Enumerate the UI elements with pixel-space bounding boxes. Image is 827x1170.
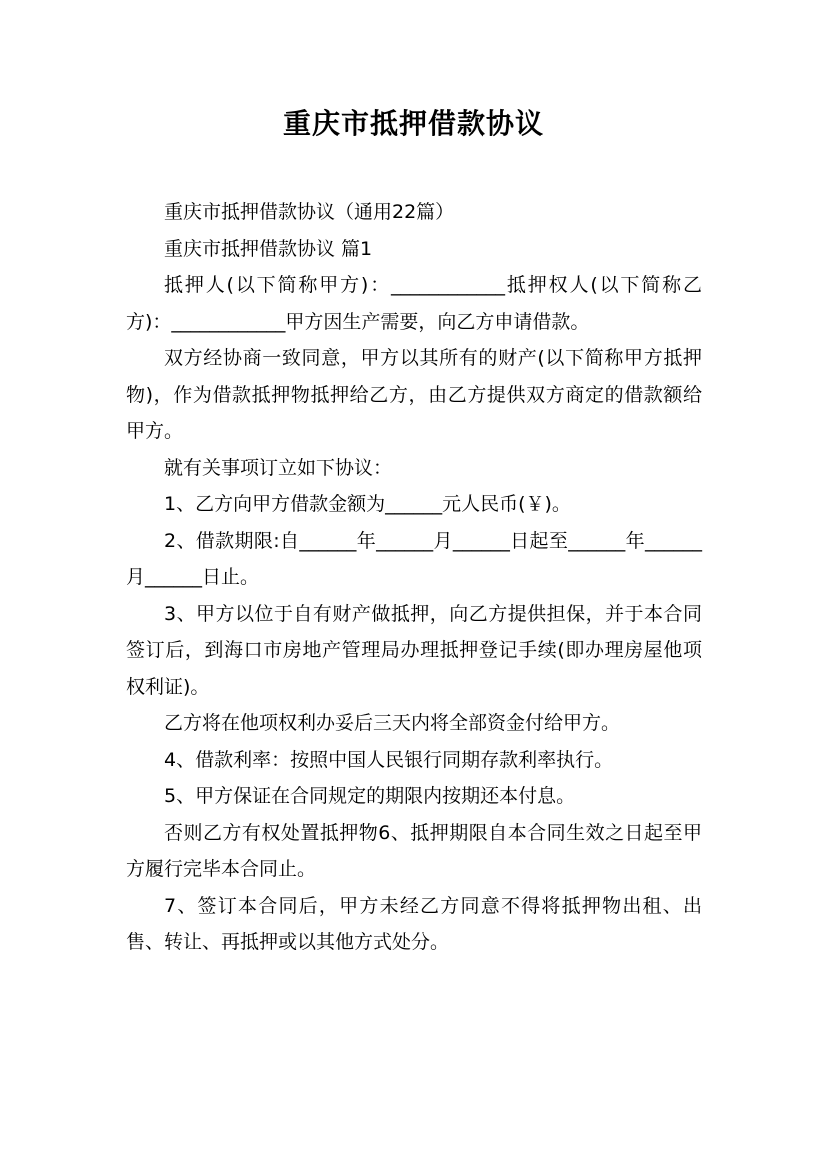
paragraph-clause-1: 1、乙方向甲方借款金额为______元人民币(￥)。 [164, 493, 571, 515]
paragraph-subtitle: 重庆市抵押借款协议（通用22篇） [164, 201, 455, 223]
paragraph-intro: 就有关事项订立如下协议： [164, 456, 393, 479]
paragraph-section-heading: 重庆市抵押借款协议 篇1 [164, 237, 373, 260]
paragraph-agreement: 双方经协商一致同意，甲方以其所有的财产(以下简称甲方抵押物)，作为借款抵押物抵押给乙方，由乙方提供双方商定的借款额给甲方。 [126, 347, 702, 442]
paragraph-payment: 乙方将在他项权利办妥后三天内将全部资金付给甲方。 [164, 712, 621, 734]
paragraph-clause-2: 2、借款期限:自______年______月______日起至______年______月______日止。 [126, 529, 702, 588]
paragraph-clause-3: 3、甲方以位于自有财产做抵押，向乙方提供担保，并于本合同签订后，到海口市房地产管理局办理抵押登记手续(即办理房屋他项权利证)。 [126, 602, 702, 698]
document-body [126, 194, 702, 961]
paragraph-clause-7: 7、签订本合同后，甲方未经乙方同意不得将抵押物出租、出售、转让、再抵押或以其他方式处分。 [126, 894, 702, 953]
document-title: 重庆市抵押借款协议 [282, 107, 544, 140]
paragraph-clause-5: 5、甲方保证在合同规定的期限内按期还本付息。 [164, 785, 576, 807]
paragraph-clause-4: 4、借款利率：按照中国人民银行同期存款利率执行。 [164, 748, 614, 771]
paragraph-parties: 抵押人(以下简称甲方)：____________抵押权人(以下简称乙方)：____________甲方因生产需要，向乙方申请借款。 [126, 274, 702, 333]
paragraph-clause-6: 否则乙方有权处置抵押物6、抵押期限自本合同生效之日起至甲方履行完毕本合同止。 [126, 821, 702, 880]
